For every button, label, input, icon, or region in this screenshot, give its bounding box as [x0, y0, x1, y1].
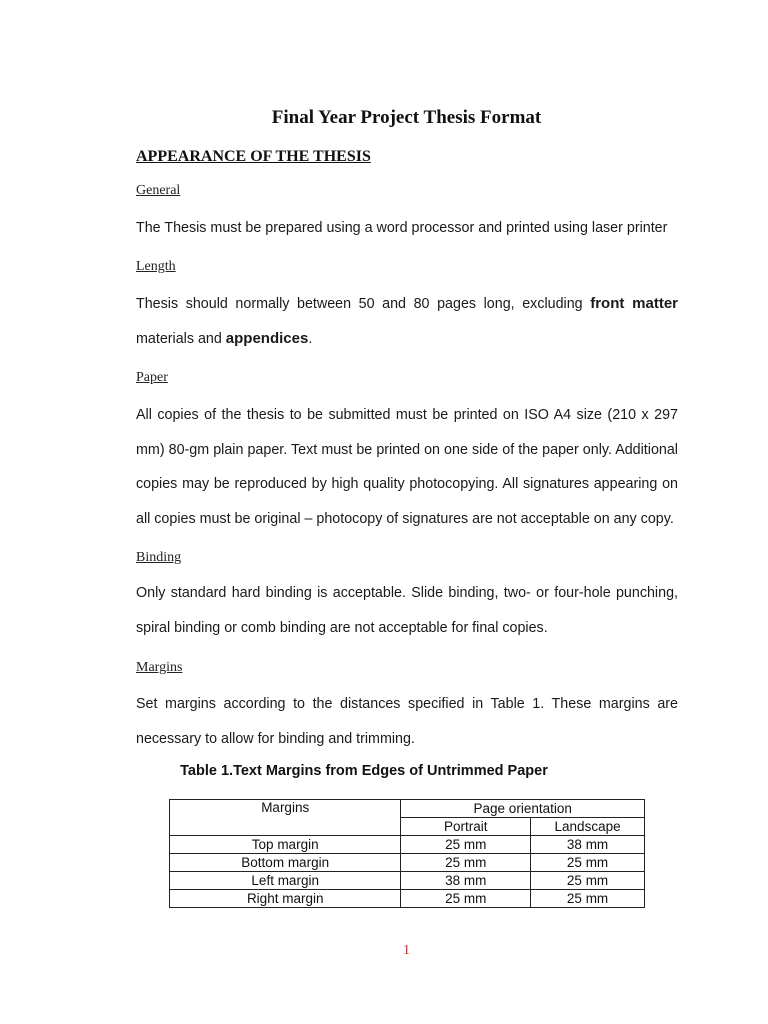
table-caption: Table 1.Text Margins from Edges of Untrimmed Paper [180, 763, 548, 779]
row-landscape: 25 mm [531, 890, 645, 908]
section-heading: APPEARANCE OF THE THESIS [136, 148, 371, 165]
header-page-orientation: Page orientation [401, 800, 645, 818]
page-title: Final Year Project Thesis Format [271, 107, 542, 128]
length-text-before: Thesis should normally between 50 and 80 pages long, excluding [136, 296, 591, 312]
row-portrait: 38 mm [401, 872, 531, 890]
page-number: 1 [403, 943, 410, 958]
row-label: Left margin [170, 872, 401, 890]
paper-paragraph: All copies of the thesis to be submitted must be printed on ISO A4 size (210 x 297 mm) 80-gm plain paper. Text must be printed on one side of the paper only. Additional copies may be reproduced by high quality photocopying. All signatures appearing on all copies must be original – photocopy of signatures are not acceptable on any copy. [136, 407, 678, 527]
table-row [170, 872, 645, 890]
paper-heading: Paper [136, 370, 168, 385]
row-label: Top margin [170, 836, 401, 854]
header-portrait: Portrait [401, 818, 531, 836]
table-row [170, 854, 645, 872]
table-row [170, 890, 645, 908]
header-landscape: Landscape [531, 818, 645, 836]
binding-paragraph: Only standard hard binding is acceptable. Slide binding, two- or four-hole punching, spiral binding or comb binding are not acceptable for final copies. [136, 585, 678, 636]
table-row [170, 836, 645, 854]
front-matter-bold: front matter [590, 295, 679, 312]
row-portrait: 25 mm [401, 854, 531, 872]
row-label: Bottom margin [170, 854, 401, 872]
header-margins: Margins [170, 800, 401, 836]
binding-heading: Binding [136, 550, 182, 565]
margins-heading: Margins [136, 660, 183, 675]
general-paragraph: The Thesis must be prepared using a word processor and printed using laser printer [136, 220, 668, 236]
length-text-end: . [308, 330, 313, 347]
row-landscape: 25 mm [531, 854, 645, 872]
row-label: Right margin [170, 890, 401, 908]
length-heading: Length [136, 259, 176, 274]
margins-table [169, 799, 645, 908]
row-portrait: 25 mm [401, 836, 531, 854]
appendices-bold: appendices [225, 329, 309, 347]
row-landscape: 38 mm [531, 836, 645, 854]
table-header-row [170, 800, 645, 818]
length-paragraph [136, 287, 678, 356]
general-heading: General [136, 183, 181, 198]
length-text-mid: materials and [136, 330, 226, 347]
row-landscape: 25 mm [531, 872, 645, 890]
margins-paragraph: Set margins according to the distances specified in Table 1. These margins are necessary to allow for binding and trimming. [136, 696, 678, 747]
row-portrait: 25 mm [401, 890, 531, 908]
